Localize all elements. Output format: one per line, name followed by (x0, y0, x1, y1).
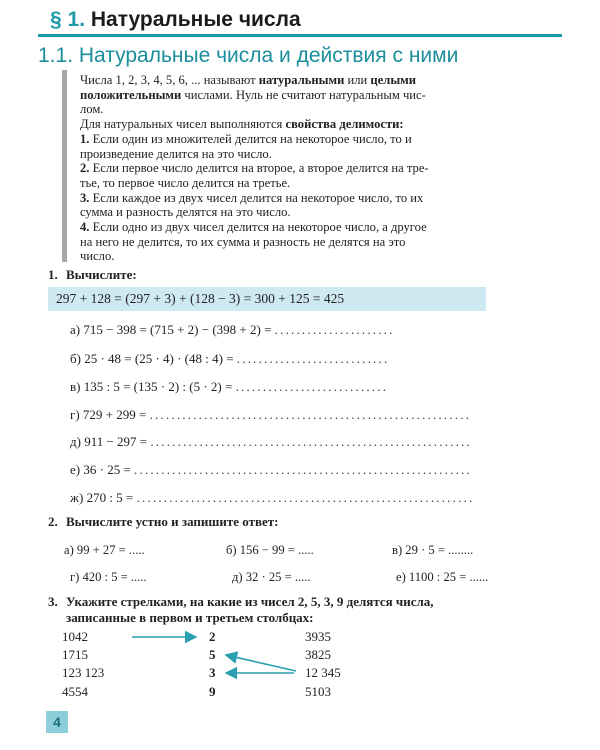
exercise1-example: 297 + 128 = (297 + 3) + (128 − 3) = 300 + 125 = 425 (56, 291, 345, 306)
left-number[interactable]: 123 123 (62, 665, 105, 680)
answer-blank[interactable]: ............................ (236, 351, 390, 366)
info-term: 3. (80, 190, 90, 205)
info-text: произведение делится на это число. (80, 146, 272, 161)
arrow-12345-to-5[interactable] (226, 655, 296, 671)
info-text: Если первое число делится на второе, а второе делится на тре- (89, 161, 429, 176)
info-term: свойства делимости: (285, 117, 404, 132)
info-term: 2. (80, 161, 90, 176)
info-text: Если одно из двух чисел делится на некоторое число, а другое (89, 220, 427, 234)
info-text: Числа 1, 2, 3, 4, 5, 6, ... называют (80, 73, 259, 87)
divisor[interactable]: 3 (209, 665, 216, 680)
exercise3-prompt-line1: Укажите стрелками, на какие из чисел 2, 5, 3, 9 делятся числа, (66, 594, 434, 609)
item-expression: 25 · 48 = (25 · 4) · (48 : 4) = (84, 351, 237, 366)
info-term: 4. (80, 220, 90, 234)
subsection-title: 1.1. Натуральные числа и действия с ними (38, 44, 459, 67)
exercise2-prompt: Вычислите устно и запишите ответ: (66, 514, 279, 529)
exercise2-item[interactable]: е) 1100 : 25 = ...... (396, 570, 489, 584)
info-text: числами. Нуль не считают натуральным чис- (181, 87, 426, 102)
exercise2-item[interactable]: в) 29 · 5 = ........ (392, 543, 474, 557)
info-term: целыми (370, 73, 416, 87)
item-expression: 135 : 5 = (135 · 2) : (5 · 2) = (83, 379, 236, 394)
answer-blank[interactable]: .............................................................. (136, 490, 475, 505)
info-term: натуральными (258, 73, 345, 87)
left-number[interactable]: 4554 (62, 684, 88, 699)
exercise2-number: 2. (48, 514, 58, 529)
item-label: б) (70, 351, 85, 366)
exercise2-item[interactable]: д) 32 · 25 = ..... (232, 570, 311, 584)
item-label: а) (70, 322, 84, 337)
answer-blank[interactable]: .............................................................. (134, 462, 472, 477)
info-text: Если один из множителей делится на некоторое число, то и (89, 131, 412, 146)
right-number[interactable]: 12 345 (305, 665, 341, 680)
item-expression: 911 − 297 = (84, 434, 151, 449)
item-expression: 729 + 299 = (82, 407, 150, 422)
exercise2-item[interactable]: б) 156 − 99 = ..... (226, 543, 314, 557)
exercise3-prompt-line2: записанные в первом и третьем столбцах: (66, 610, 314, 625)
exercise2-item[interactable]: а) 99 + 27 = ..... (64, 543, 145, 557)
item-expression: 715 − 398 = (715 + 2) − (398 + 2) = (83, 322, 275, 337)
info-text: число. (80, 249, 115, 264)
section-mark: § 1. (50, 8, 86, 31)
divisor[interactable]: 9 (209, 684, 216, 699)
right-number[interactable]: 5103 (305, 684, 331, 699)
section-title: Натуральные числа (90, 8, 301, 31)
left-number[interactable]: 1042 (62, 629, 88, 644)
info-text: или (344, 73, 371, 87)
item-label: в) (70, 379, 84, 394)
divisor[interactable]: 2 (209, 629, 216, 644)
answer-blank[interactable]: ............................ (235, 379, 389, 394)
info-text: лом. (80, 102, 104, 117)
item-label: е) (70, 462, 84, 477)
item-expression: 36 · 25 = (83, 462, 135, 477)
info-text: Для натуральных чисел выполняются (80, 117, 286, 132)
info-term: 1. (80, 131, 90, 146)
info-text: тье, то первое число делится на третье. (80, 175, 291, 190)
page-number: 4 (46, 711, 68, 733)
info-text: сумма и разность делятся на это число. (80, 205, 291, 220)
answer-blank[interactable]: ........................................................... (150, 434, 472, 449)
item-label: г) (70, 407, 83, 422)
exercise2-item[interactable]: г) 420 : 5 = ..... (70, 570, 147, 584)
item-label: д) (70, 434, 85, 449)
info-term: положительными (80, 87, 182, 102)
answer-blank[interactable]: ........................................................... (149, 407, 472, 422)
right-number[interactable]: 3825 (305, 647, 331, 662)
left-number[interactable]: 1715 (62, 647, 88, 662)
answer-blank[interactable]: ...................... (274, 322, 395, 337)
info-text: Если каждое из двух чисел делится на некоторое число, то их (89, 190, 424, 205)
exercise1-number: 1. (48, 267, 58, 282)
divisor[interactable]: 5 (209, 647, 216, 662)
info-text: на него не делится, то их сумма и разность не делятся на это (80, 234, 406, 249)
item-label: ж) (70, 490, 87, 505)
exercise1-prompt: Вычислите: (66, 267, 137, 282)
right-number[interactable]: 3935 (305, 629, 331, 644)
item-expression: 270 : 5 = (86, 490, 137, 505)
exercise3-number: 3. (48, 594, 58, 609)
